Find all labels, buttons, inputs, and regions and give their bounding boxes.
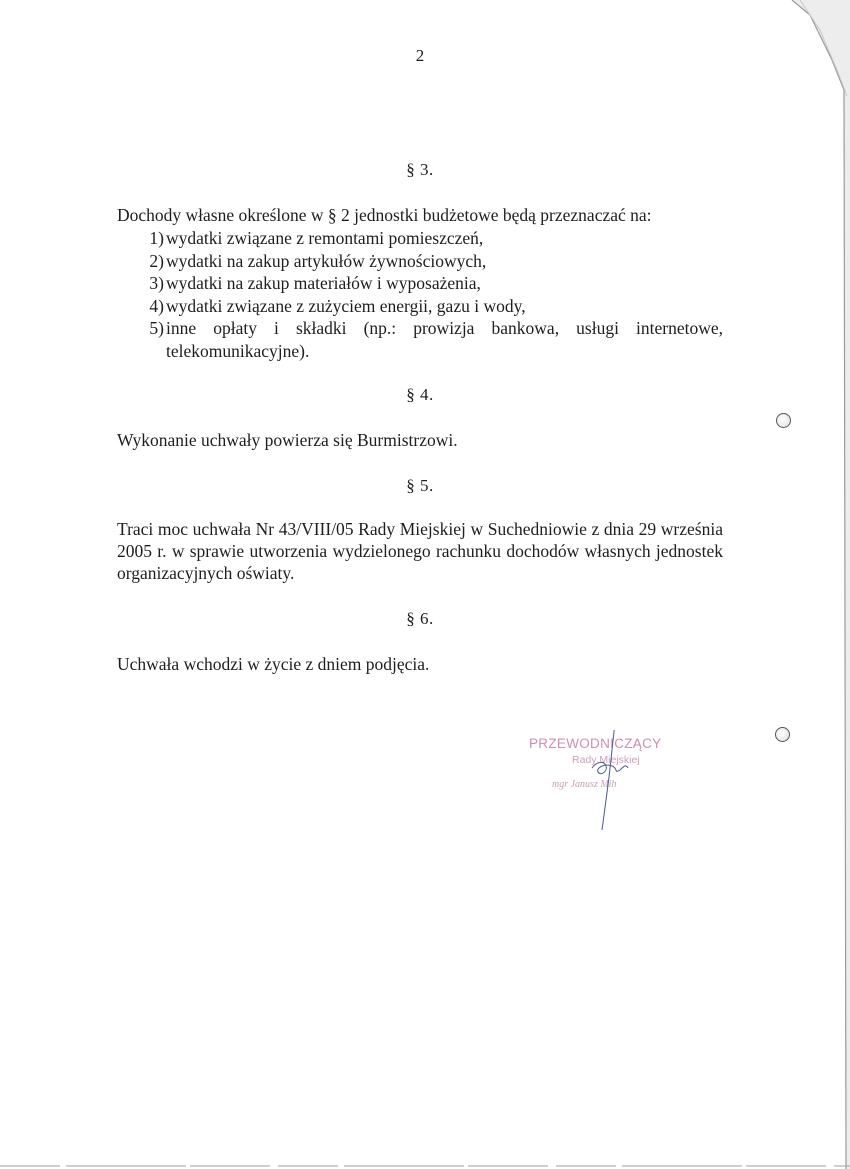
section-5-text: Traci moc uchwała Nr 43/VIII/05 Rady Miejskiej w Suchedniowie z dnia 29 września 2005 r. w sprawie utworzenia wydzielonego rachunku dochodów własnych jednostek organizacyjnych oświaty. xyxy=(117,519,723,583)
list-item xyxy=(117,295,723,318)
handwritten-signature xyxy=(522,730,682,830)
stamp-title: PRZEWODNICZĄCY xyxy=(529,736,662,751)
list-item-number: 1) xyxy=(149,228,164,248)
section-6-heading: § 6. xyxy=(406,609,434,628)
list-item-text: wydatki związane z remontami pomieszczeń, xyxy=(166,228,484,248)
section-4-heading: § 4. xyxy=(406,385,434,404)
list-item xyxy=(117,317,723,362)
list-item-number: 5) xyxy=(149,318,164,338)
list-item xyxy=(117,250,723,273)
expense-list xyxy=(117,227,723,362)
section-6-text: Uchwała wchodzi w życie z dniem podjęcia. xyxy=(117,654,430,674)
list-item-text: wydatki związane z zużyciem energii, gazu i wody, xyxy=(166,295,526,316)
section-5-heading: § 5. xyxy=(406,476,434,495)
list-item-number: 3) xyxy=(149,273,164,293)
list-item-text: wydatki na zakup artykułów żywnościowych, xyxy=(166,250,487,271)
list-item-number: 2) xyxy=(149,250,164,271)
page-bottom-edge xyxy=(0,1161,850,1169)
list-item xyxy=(117,227,723,250)
section-3-heading: § 3. xyxy=(406,160,434,179)
list-item-text: inne opłaty i składki (np.: prowizja bankowa, usługi internetowe, telekomunikacyjne). xyxy=(166,318,723,361)
list-item-number: 4) xyxy=(149,295,164,316)
punch-hole-top xyxy=(776,413,791,428)
stamp-subtitle: Rady Miejskiej xyxy=(572,754,640,766)
list-item-text: wydatki na zakup materiałów i wyposażenia, xyxy=(166,273,481,293)
page-number: 2 xyxy=(415,46,425,65)
section-4-text: Wykonanie uchwały powierza się Burmistrzowi. xyxy=(117,430,458,450)
list-item xyxy=(117,272,723,295)
stamp-name: mgr Janusz Mih xyxy=(552,779,617,790)
section-3-intro: Dochody własne określone w § 2 jednostki budżetowe będą przeznaczać na: xyxy=(117,205,652,225)
chairman-stamp xyxy=(522,730,682,830)
punch-hole-bottom xyxy=(775,727,790,742)
